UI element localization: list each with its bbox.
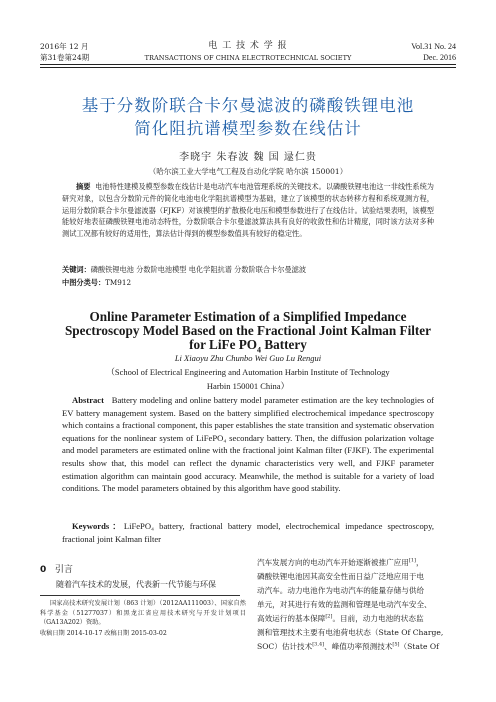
intro-left-text: 随着汽车技术的发展，代表新一代节能与环保 [56, 580, 216, 589]
abstract-cn-label: 摘要 [76, 182, 91, 191]
classification-value: TM912 [105, 278, 132, 287]
title-cn-line2: 简化阻抗谱模型参数在线估计 [134, 119, 362, 138]
section-number: 0 [40, 565, 47, 575]
header-volume-cn: 第31卷第24期 [40, 53, 90, 62]
title-en-line1: Online Parameter Estimation of a Simplified Impedance [89, 309, 407, 324]
ref-2: [2] [325, 613, 333, 620]
affiliation-en: （School of Electrical Engineering and Automation Harbin Institute of Technology [106, 367, 390, 377]
section-heading [40, 562, 73, 575]
authors-cn: 李晓宇 朱春波 魏 国 逯仁贵 [179, 152, 317, 163]
keywords-en-text: LiFePO₄ battery, fractional battery model, electrochemical impedance spectroscopy, fractional joint Kalman filter [62, 521, 434, 544]
affiliation-en-city: Harbin 150001 China） [206, 381, 290, 391]
intro-right-line1: 汽车发展方向的电动汽车开始逐渐被推广应用[1]， [257, 557, 424, 567]
intro-right-line5: 高效运行的基本保障[2]。目前，动力电池的状态监 [257, 613, 424, 623]
keywords-cn-label: 关键词： [62, 265, 91, 274]
intro-right-line3: 动汽车。动力电池作为电动汽车的能量存储与供给 [257, 586, 425, 595]
intro-right-line2: 磷酸铁锂电池因其高安全性而日益广泛地应用于电 [257, 572, 425, 581]
intro-right-line7: SOC）估计技术[3,4]、峰值功率预测技术[5]（State Of [257, 641, 439, 651]
keywords-en [62, 520, 434, 545]
abstract-cn-text: 电池特性建模及模型参数在线估计是电动汽车电池管理系统的关键技术。以磷酸铁锂电池这一非线性系统为研究对象，以包含分数阶元件的简化电池电化学阻抗谱模型为基础，建立了该模型的状态转移方程和系统观测方程，运用分数阶联合卡尔曼滤波器（FJKF）对该模型的扩散极化电压和模型参数进行了在线估计。试验结果表明，该模型能较好地表征磷酸铁锂电池动态特性，分数阶联合卡尔曼滤波算法具有良好的收敛性和估计精度，同时该方法对多种测试工况都有较好的适用性，算法估计得到的模型参数值具有较好的稳定性。 [62, 182, 434, 239]
ref-1: [1] [408, 557, 416, 564]
header-rule-thin [40, 67, 456, 68]
footnote-rule [40, 595, 240, 596]
abstract-en-text: Battery modeling and online battery model parameter estimation are the key technologies of EV battery management system. Based on the battery simplified electrochemical impedance spectroscopy which contains a fractional component, this paper establishes the state transition and systematic observation equations for the nonlinear system of LiFePO₄ secondary battery. Then, the diffusion polarization voltage and model parameters are estimated online with the fractional joint Kalman filter (FJKF). The experimental results show that, this model can reflect the dynamic characteristics very well, and FJKF parameter estimation algorithm can maintain good accuracy. Meanwhile, the method is suitable for a variety of load conditions. The model parameters obtained by this algorithm have good stability. [62, 395, 434, 494]
title-en-subscript: 4 [257, 345, 262, 355]
classification-label: 中图分类号： [62, 278, 106, 287]
classification [62, 277, 131, 289]
authors-en: Li Xiaoyu Zhu Chunbo Wei Guo Lu Rengui [174, 353, 322, 363]
intro-right-text [257, 556, 456, 654]
keywords-cn [62, 264, 434, 276]
ref-5: [5] [392, 641, 400, 648]
title-en-tail: Battery [261, 337, 307, 352]
keywords-en-label: Keywords： [72, 521, 124, 531]
title-cn-line1: 基于分数阶联合卡尔曼滤波的磷酸铁锂电池 [81, 96, 415, 115]
keywords-cn-text: 磷酸铁锂电池 分数阶电池模型 电化学阻抗谱 分数阶联合卡尔曼滤波 [90, 265, 307, 274]
abstract-en [62, 394, 434, 495]
header-volume-en: Vol.31 No. 24 [411, 42, 456, 51]
header-month-en: Dec. 2016 [423, 53, 456, 62]
intro-right-line6: 测和管理技术主要有电池荷电状态（State Of Charge, [257, 628, 444, 637]
title-en-line3 [0, 337, 496, 355]
intro-right-line4: 单元，对其进行有效的监测和管理是电动汽车安全、 [257, 600, 432, 609]
header-rule-thick [40, 64, 456, 65]
journal-name-en: TRANSACTIONS OF CHINA ELECTROTECHNICAL SOCIETY [144, 54, 352, 62]
abstract-cn [62, 181, 434, 263]
journal-name-cn: 电 工 技 术 学 报 [208, 41, 288, 51]
section-title: 引言 [54, 565, 73, 575]
abstract-en-label: Abstract [72, 395, 104, 405]
affiliation-cn: （哈尔滨工业大学电气工程及自动化学院 哈尔滨 150001） [148, 167, 348, 176]
title-en-line2: Spectroscopy Model Based on the Fractional Joint Kalman Filter [64, 323, 432, 338]
header-date: 2016年 12 月 [40, 42, 89, 51]
footnote-dates: 收稿日期 2014-10-17 改稿日期 2015-03-02 [40, 630, 167, 637]
ref-3-4: [3,4] [312, 641, 325, 648]
title-en-chem: for LiFe PO [189, 337, 258, 352]
footnote-funding: 国家高技术研究发展计划（863 计划）（2012AA111003）、国家自然科学基金（51277037）和黑龙江省应用技术研究与开发计划项目（GA13A202）资助。 [40, 600, 246, 626]
